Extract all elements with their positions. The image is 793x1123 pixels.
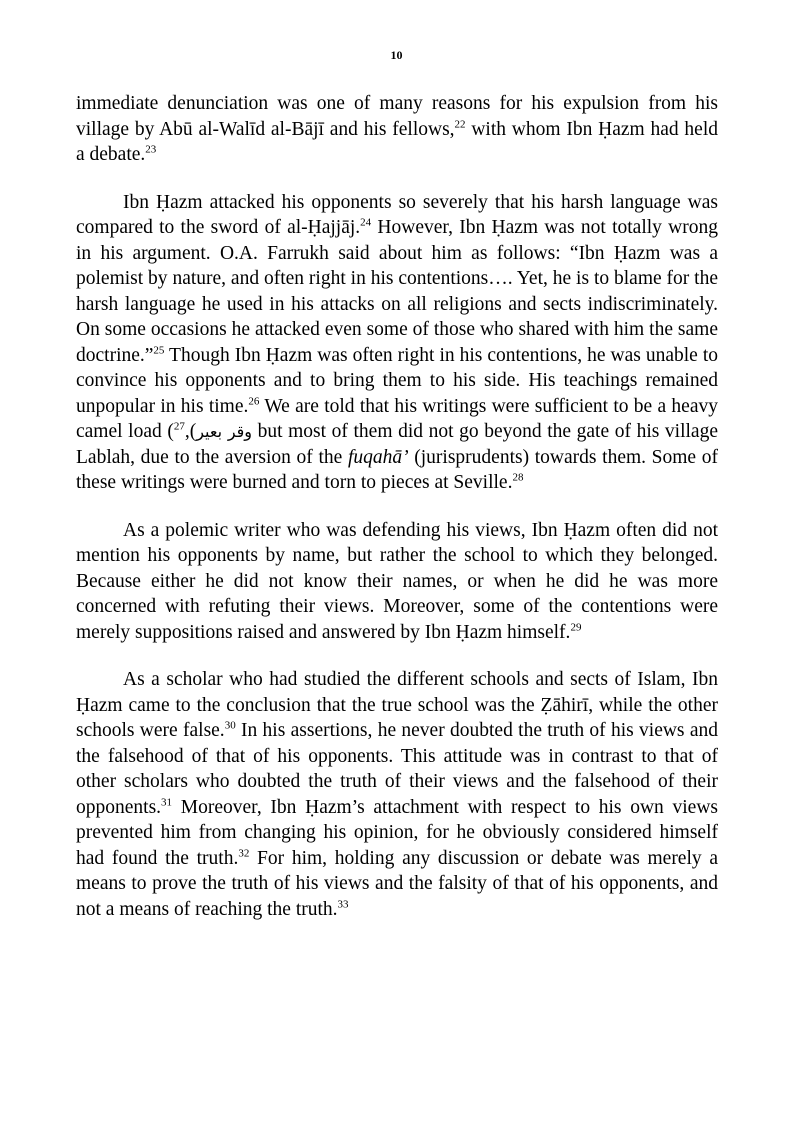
paragraph — [76, 518, 718, 646]
text-segment: We are told that his writings were sufficient to be a heavy camel load ( — [76, 395, 718, 442]
paragraph — [76, 667, 718, 922]
footnote-ref: 29 — [570, 621, 582, 633]
footnote-ref: 27 — [173, 420, 185, 433]
text-segment: As a polemic writer who was defending his views, Ibn Ḥazm often did not mention his opponents by name, but rather the school to which they belonged. Because either he did not know their names, or when he did he was more concerned with refuting their views. Moreover, some of the contentions were merely suppositions raised and answered by Ibn Ḥazm himself. — [76, 519, 718, 643]
paragraph — [76, 91, 718, 168]
text-segment: (jurisprudents) towards them. Some of these writings were burned and torn to pieces at Seville. — [76, 446, 718, 493]
text-segment: immediate denunciation was one of many reasons for his expulsion from his village by Abū al-Walīd al-Bājī and his fellows, — [76, 93, 718, 140]
footnote-ref: 31 — [161, 796, 173, 808]
footnote-ref: 33 — [337, 898, 349, 910]
text-segment: but most of them did not go beyond the gate of his village Lablah, due to the aversion of the — [76, 421, 718, 468]
text-segment: Ibn Ḥazm attacked his opponents so severely that his harsh language was compared to the sword of al-Ḥajjāj. — [76, 191, 718, 238]
text-segment: As a scholar who had studied the different schools and sects of Islam, Ibn Ḥazm came to the conclusion that the true school was the Ẓāhirī, while the other schools were false. — [76, 669, 718, 741]
page-number: 10 — [390, 48, 403, 62]
text-segment: For him, holding any discussion or debate was merely a means to prove the truth of his views and the falsity of that of his opponents, and not a means of reaching the truth. — [76, 847, 718, 920]
footnote-ref: 25 — [153, 344, 165, 356]
paragraph — [76, 190, 718, 496]
text-segment: ), — [184, 421, 197, 442]
text-segment: Moreover, Ibn Ḥazm’s attachment with respect to his own views prevented him from changing his opinion, for he obviously considered himself had found the truth. — [76, 796, 718, 869]
footnote-ref: 22 — [454, 118, 466, 130]
text-segment: Though Ibn Ḥazm was often right in his contentions, he was unable to convince his opponents and to bring them to his side. His teachings remained unpopular in his time. — [76, 344, 718, 417]
footnote-ref: 23 — [145, 143, 157, 156]
footnote-ref: 32 — [238, 847, 250, 859]
footnote-ref: 24 — [360, 216, 372, 229]
document-body — [76, 91, 718, 944]
text-segment: However, Ibn Ḥazm was not totally wrong in his argument. O.A. Farrukh said about him as follows: “Ibn Ḥazm was a polemist by nature, and often right in his contentions…. Yet, he is to blame for the harsh language he used in his attacks on all religions and sects indiscriminately. On some occasions he attacked even some of those who shared with him the same doctrine.” — [76, 217, 718, 366]
italic-term: fuqahā’ — [347, 446, 409, 468]
footnote-ref: 26 — [248, 395, 260, 407]
text-segment: In his assertions, he never doubted the truth of his views and the falsehood of that of his opponents. This attitude was in contrast to that of other scholars who doubted the truth of their views and the falsehood of their opponents. — [76, 720, 718, 818]
footnote-ref: 30 — [224, 719, 236, 732]
footnote-ref: 28 — [512, 471, 524, 484]
arabic-phrase: وقر بعير — [196, 422, 253, 441]
text-segment: with whom Ibn Ḥazm had held a debate. — [76, 118, 718, 165]
